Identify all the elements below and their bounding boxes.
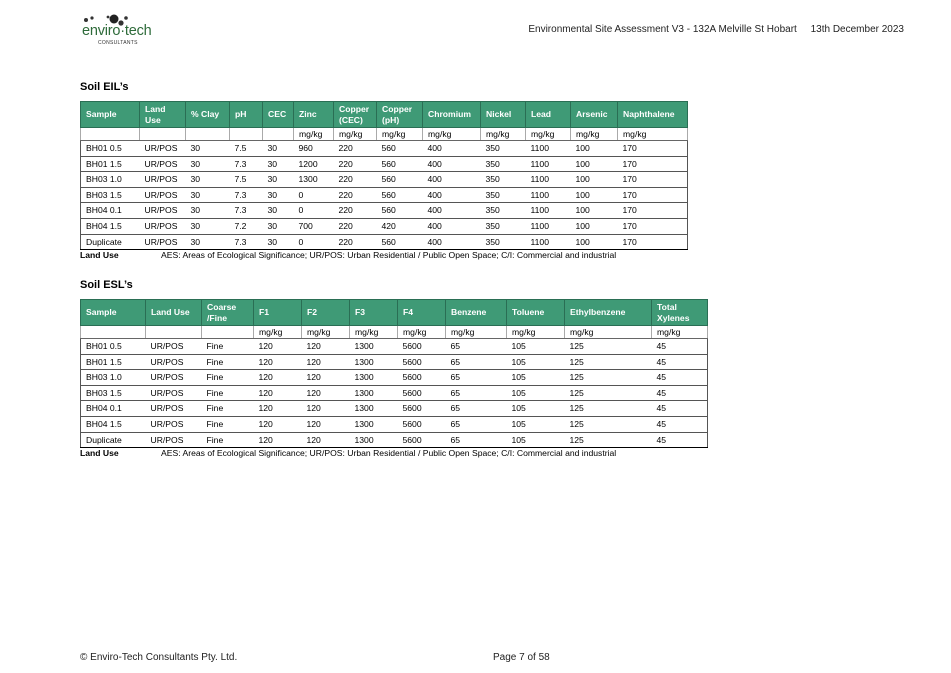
table-row xyxy=(81,416,708,432)
eil-units-row xyxy=(81,128,688,141)
table-cell: UR/POS xyxy=(140,141,186,157)
table-row xyxy=(81,172,688,188)
esl-note-text: AES: Areas of Ecological Significance; UR/POS: Urban Residential / Public Open Space; C/I: Commercial and industrial xyxy=(161,448,617,458)
table-cell: 400 xyxy=(423,172,481,188)
table-cell: BH01 1.5 xyxy=(81,156,140,172)
eil-column-header: Arsenic xyxy=(571,102,618,128)
table-cell: UR/POS xyxy=(140,234,186,250)
table-cell: Duplicate xyxy=(81,234,140,250)
table-cell: 1100 xyxy=(526,172,571,188)
table-cell: BH04 1.5 xyxy=(81,416,146,432)
table-cell: BH04 0.1 xyxy=(81,203,140,219)
table-cell: UR/POS xyxy=(146,432,202,448)
table-cell: 1300 xyxy=(350,401,398,417)
eil-column-header: Copper (pH) xyxy=(377,102,423,128)
table-cell: 7.5 xyxy=(230,141,263,157)
table-cell: Fine xyxy=(202,370,254,386)
table-cell: 170 xyxy=(618,218,688,234)
table-cell: 350 xyxy=(481,203,526,219)
table-cell: Fine xyxy=(202,385,254,401)
esl-column-header: F3 xyxy=(350,300,398,326)
table-cell: 65 xyxy=(446,339,507,355)
table-cell: 220 xyxy=(334,234,377,250)
table-cell: 125 xyxy=(565,339,652,355)
table-cell: 5600 xyxy=(398,354,446,370)
eil-section-title: Soil EIL’s xyxy=(80,81,129,93)
table-row xyxy=(81,203,688,219)
eil-column-header: Naphthalene xyxy=(618,102,688,128)
table-cell: 120 xyxy=(302,339,350,355)
table-cell: 7.5 xyxy=(230,172,263,188)
table-cell: 1300 xyxy=(294,172,334,188)
document-header xyxy=(528,24,904,35)
table-cell: 30 xyxy=(263,234,294,250)
table-cell: 30 xyxy=(263,187,294,203)
unit-cell: mg/kg xyxy=(571,128,618,141)
eil-table xyxy=(80,101,688,250)
esl-column-header: Ethylbenzene xyxy=(565,300,652,326)
table-cell: 420 xyxy=(377,218,423,234)
unit-cell: mg/kg xyxy=(652,326,708,339)
table-cell: UR/POS xyxy=(140,218,186,234)
eil-header-row xyxy=(81,102,688,128)
table-cell: BH03 1.0 xyxy=(81,370,146,386)
table-cell: UR/POS xyxy=(146,354,202,370)
unit-cell: mg/kg xyxy=(618,128,688,141)
eil-column-header: CEC xyxy=(263,102,294,128)
unit-cell xyxy=(146,326,202,339)
table-cell: 1300 xyxy=(350,432,398,448)
table-cell: 105 xyxy=(507,339,565,355)
table-cell: 120 xyxy=(254,385,302,401)
table-row xyxy=(81,432,708,448)
table-cell: 30 xyxy=(263,141,294,157)
table-cell: 560 xyxy=(377,187,423,203)
table-cell: 1100 xyxy=(526,203,571,219)
table-cell: 120 xyxy=(302,370,350,386)
eil-column-header: pH xyxy=(230,102,263,128)
table-cell: 5600 xyxy=(398,432,446,448)
table-row xyxy=(81,354,708,370)
table-cell: 5600 xyxy=(398,370,446,386)
table-cell: 125 xyxy=(565,416,652,432)
table-cell: 220 xyxy=(334,141,377,157)
table-cell: UR/POS xyxy=(146,401,202,417)
logo-text: enviro·tech xyxy=(82,23,152,39)
table-cell: 100 xyxy=(571,218,618,234)
eil-column-header: Chromium xyxy=(423,102,481,128)
table-cell: 170 xyxy=(618,187,688,203)
table-cell: 120 xyxy=(254,432,302,448)
esl-column-header: Coarse /Fine xyxy=(202,300,254,326)
table-cell: 220 xyxy=(334,203,377,219)
esl-section-title: Soil ESL’s xyxy=(80,279,133,291)
table-cell: 100 xyxy=(571,187,618,203)
table-cell: 45 xyxy=(652,339,708,355)
esl-note-label: Land Use xyxy=(80,448,119,458)
table-cell: 30 xyxy=(186,187,230,203)
table-cell: UR/POS xyxy=(146,339,202,355)
unit-cell: mg/kg xyxy=(446,326,507,339)
table-cell: BH03 1.5 xyxy=(81,187,140,203)
table-cell: 400 xyxy=(423,156,481,172)
table-cell: 220 xyxy=(334,187,377,203)
table-cell: UR/POS xyxy=(146,370,202,386)
esl-column-header: Benzene xyxy=(446,300,507,326)
table-cell: 105 xyxy=(507,432,565,448)
table-cell: 125 xyxy=(565,385,652,401)
table-cell: 100 xyxy=(571,203,618,219)
eil-column-header: Lead xyxy=(526,102,571,128)
esl-column-header: Sample xyxy=(81,300,146,326)
table-cell: 100 xyxy=(571,172,618,188)
table-cell: 100 xyxy=(571,141,618,157)
logo-subtext: CONSULTANTS xyxy=(98,40,138,46)
table-row xyxy=(81,218,688,234)
table-cell: 7.2 xyxy=(230,218,263,234)
table-cell: 7.3 xyxy=(230,203,263,219)
table-cell: 30 xyxy=(263,218,294,234)
company-logo xyxy=(80,14,160,50)
table-cell: 170 xyxy=(618,234,688,250)
table-cell: 120 xyxy=(254,339,302,355)
table-cell: 45 xyxy=(652,432,708,448)
table-cell: 125 xyxy=(565,432,652,448)
table-cell: BH03 1.5 xyxy=(81,385,146,401)
eil-note-text: AES: Areas of Ecological Significance; UR/POS: Urban Residential / Public Open Space; C/I: Commercial and industrial xyxy=(161,250,617,260)
table-cell: 7.3 xyxy=(230,156,263,172)
table-cell: 65 xyxy=(446,385,507,401)
table-cell: 560 xyxy=(377,141,423,157)
table-cell: UR/POS xyxy=(140,187,186,203)
table-cell: BH04 0.1 xyxy=(81,401,146,417)
unit-cell: mg/kg xyxy=(398,326,446,339)
esl-column-header: Toluene xyxy=(507,300,565,326)
table-cell: 350 xyxy=(481,141,526,157)
esl-column-header: F4 xyxy=(398,300,446,326)
table-cell: 105 xyxy=(507,354,565,370)
table-cell: 1100 xyxy=(526,234,571,250)
eil-column-header: Land Use xyxy=(140,102,186,128)
eil-column-header: % Clay xyxy=(186,102,230,128)
table-cell: 120 xyxy=(302,416,350,432)
table-cell: 30 xyxy=(186,218,230,234)
table-cell: 1100 xyxy=(526,218,571,234)
eil-note-label: Land Use xyxy=(80,250,119,260)
table-cell: 400 xyxy=(423,187,481,203)
table-cell: 105 xyxy=(507,416,565,432)
table-cell: 120 xyxy=(302,354,350,370)
eil-column-header: Nickel xyxy=(481,102,526,128)
table-cell: 105 xyxy=(507,370,565,386)
table-cell: 30 xyxy=(186,141,230,157)
unit-cell: mg/kg xyxy=(423,128,481,141)
table-cell: 125 xyxy=(565,370,652,386)
unit-cell: mg/kg xyxy=(377,128,423,141)
unit-cell: mg/kg xyxy=(565,326,652,339)
table-cell: 1300 xyxy=(350,354,398,370)
table-cell: UR/POS xyxy=(140,203,186,219)
esl-units-row xyxy=(81,326,708,339)
eil-column-header: Copper (CEC) xyxy=(334,102,377,128)
table-row xyxy=(81,401,708,417)
table-cell: 120 xyxy=(302,385,350,401)
table-cell: 125 xyxy=(565,354,652,370)
esl-column-header: Land Use xyxy=(146,300,202,326)
table-cell: 400 xyxy=(423,218,481,234)
table-cell: Fine xyxy=(202,401,254,417)
table-cell: 30 xyxy=(263,203,294,219)
unit-cell xyxy=(263,128,294,141)
table-cell: BH01 0.5 xyxy=(81,141,140,157)
table-cell: 1200 xyxy=(294,156,334,172)
unit-cell xyxy=(81,128,140,141)
table-row xyxy=(81,385,708,401)
table-cell: 45 xyxy=(652,416,708,432)
table-cell: 30 xyxy=(263,172,294,188)
footer-page-number: Page 7 of 58 xyxy=(493,652,550,663)
table-cell: Duplicate xyxy=(81,432,146,448)
esl-header-row xyxy=(81,300,708,326)
table-cell: Fine xyxy=(202,339,254,355)
table-cell: 45 xyxy=(652,354,708,370)
table-cell: 120 xyxy=(254,401,302,417)
table-cell: 105 xyxy=(507,401,565,417)
esl-column-header: Total Xylenes xyxy=(652,300,708,326)
table-cell: 170 xyxy=(618,156,688,172)
table-cell: UR/POS xyxy=(146,385,202,401)
table-cell: 65 xyxy=(446,432,507,448)
table-cell: 560 xyxy=(377,156,423,172)
table-cell: 400 xyxy=(423,203,481,219)
document-date: 13th December 2023 xyxy=(810,24,904,35)
table-cell: 120 xyxy=(254,370,302,386)
table-cell: 120 xyxy=(302,401,350,417)
eil-column-header: Sample xyxy=(81,102,140,128)
table-cell: UR/POS xyxy=(140,172,186,188)
table-cell: 1100 xyxy=(526,156,571,172)
table-cell: 120 xyxy=(302,432,350,448)
document-title: Environmental Site Assessment V3 - 132A Melville St Hobart xyxy=(528,24,797,35)
table-cell: 1300 xyxy=(350,416,398,432)
unit-cell xyxy=(140,128,186,141)
unit-cell: mg/kg xyxy=(350,326,398,339)
table-cell: 400 xyxy=(423,234,481,250)
table-cell: Fine xyxy=(202,416,254,432)
table-cell: 7.3 xyxy=(230,234,263,250)
table-cell: 30 xyxy=(263,156,294,172)
esl-column-header: F2 xyxy=(302,300,350,326)
table-row xyxy=(81,187,688,203)
table-cell: 350 xyxy=(481,187,526,203)
unit-cell: mg/kg xyxy=(334,128,377,141)
esl-note xyxy=(80,448,616,458)
table-cell: 65 xyxy=(446,416,507,432)
table-cell: 350 xyxy=(481,218,526,234)
table-row xyxy=(81,370,708,386)
unit-cell: mg/kg xyxy=(254,326,302,339)
table-cell: 100 xyxy=(571,234,618,250)
table-cell: 220 xyxy=(334,156,377,172)
table-cell: 30 xyxy=(186,234,230,250)
table-cell: 1100 xyxy=(526,187,571,203)
unit-cell xyxy=(186,128,230,141)
unit-cell xyxy=(81,326,146,339)
table-cell: 45 xyxy=(652,401,708,417)
table-cell: 1300 xyxy=(350,339,398,355)
table-cell: 125 xyxy=(565,401,652,417)
table-cell: 350 xyxy=(481,156,526,172)
unit-cell: mg/kg xyxy=(526,128,571,141)
table-cell: 45 xyxy=(652,385,708,401)
table-cell: 5600 xyxy=(398,401,446,417)
table-cell: 400 xyxy=(423,141,481,157)
table-cell: 700 xyxy=(294,218,334,234)
table-cell: BH01 0.5 xyxy=(81,339,146,355)
table-cell: 960 xyxy=(294,141,334,157)
unit-cell: mg/kg xyxy=(507,326,565,339)
table-cell: 105 xyxy=(507,385,565,401)
unit-cell: mg/kg xyxy=(481,128,526,141)
table-cell: 0 xyxy=(294,203,334,219)
table-cell: 45 xyxy=(652,370,708,386)
table-row xyxy=(81,234,688,250)
table-cell: 120 xyxy=(254,354,302,370)
table-cell: 100 xyxy=(571,156,618,172)
table-cell: 1300 xyxy=(350,370,398,386)
unit-cell: mg/kg xyxy=(302,326,350,339)
table-cell: 350 xyxy=(481,172,526,188)
table-cell: 1100 xyxy=(526,141,571,157)
table-cell: 560 xyxy=(377,172,423,188)
table-cell: BH03 1.0 xyxy=(81,172,140,188)
esl-table xyxy=(80,299,708,448)
table-cell: 350 xyxy=(481,234,526,250)
table-cell: UR/POS xyxy=(140,156,186,172)
table-cell: 560 xyxy=(377,234,423,250)
table-cell: 7.3 xyxy=(230,187,263,203)
table-cell: BH01 1.5 xyxy=(81,354,146,370)
unit-cell xyxy=(202,326,254,339)
footer-copyright: © Enviro-Tech Consultants Pty. Ltd. xyxy=(80,652,238,663)
table-row xyxy=(81,339,708,355)
eil-column-header: Zinc xyxy=(294,102,334,128)
table-cell: 170 xyxy=(618,172,688,188)
table-cell: UR/POS xyxy=(146,416,202,432)
unit-cell: mg/kg xyxy=(294,128,334,141)
table-cell: Fine xyxy=(202,432,254,448)
table-cell: 5600 xyxy=(398,385,446,401)
table-cell: 65 xyxy=(446,354,507,370)
table-cell: BH04 1.5 xyxy=(81,218,140,234)
table-cell: 65 xyxy=(446,401,507,417)
table-row xyxy=(81,141,688,157)
table-cell: 220 xyxy=(334,172,377,188)
table-cell: 30 xyxy=(186,172,230,188)
esl-column-header: F1 xyxy=(254,300,302,326)
table-cell: 5600 xyxy=(398,339,446,355)
table-cell: 30 xyxy=(186,156,230,172)
table-cell: 65 xyxy=(446,370,507,386)
table-cell: 1300 xyxy=(350,385,398,401)
unit-cell xyxy=(230,128,263,141)
table-cell: 170 xyxy=(618,203,688,219)
table-cell: 5600 xyxy=(398,416,446,432)
table-cell: 30 xyxy=(186,203,230,219)
table-cell: Fine xyxy=(202,354,254,370)
table-cell: 220 xyxy=(334,218,377,234)
table-cell: 120 xyxy=(254,416,302,432)
eil-note xyxy=(80,250,616,260)
table-cell: 560 xyxy=(377,203,423,219)
table-cell: 0 xyxy=(294,187,334,203)
table-cell: 170 xyxy=(618,141,688,157)
table-cell: 0 xyxy=(294,234,334,250)
table-row xyxy=(81,156,688,172)
